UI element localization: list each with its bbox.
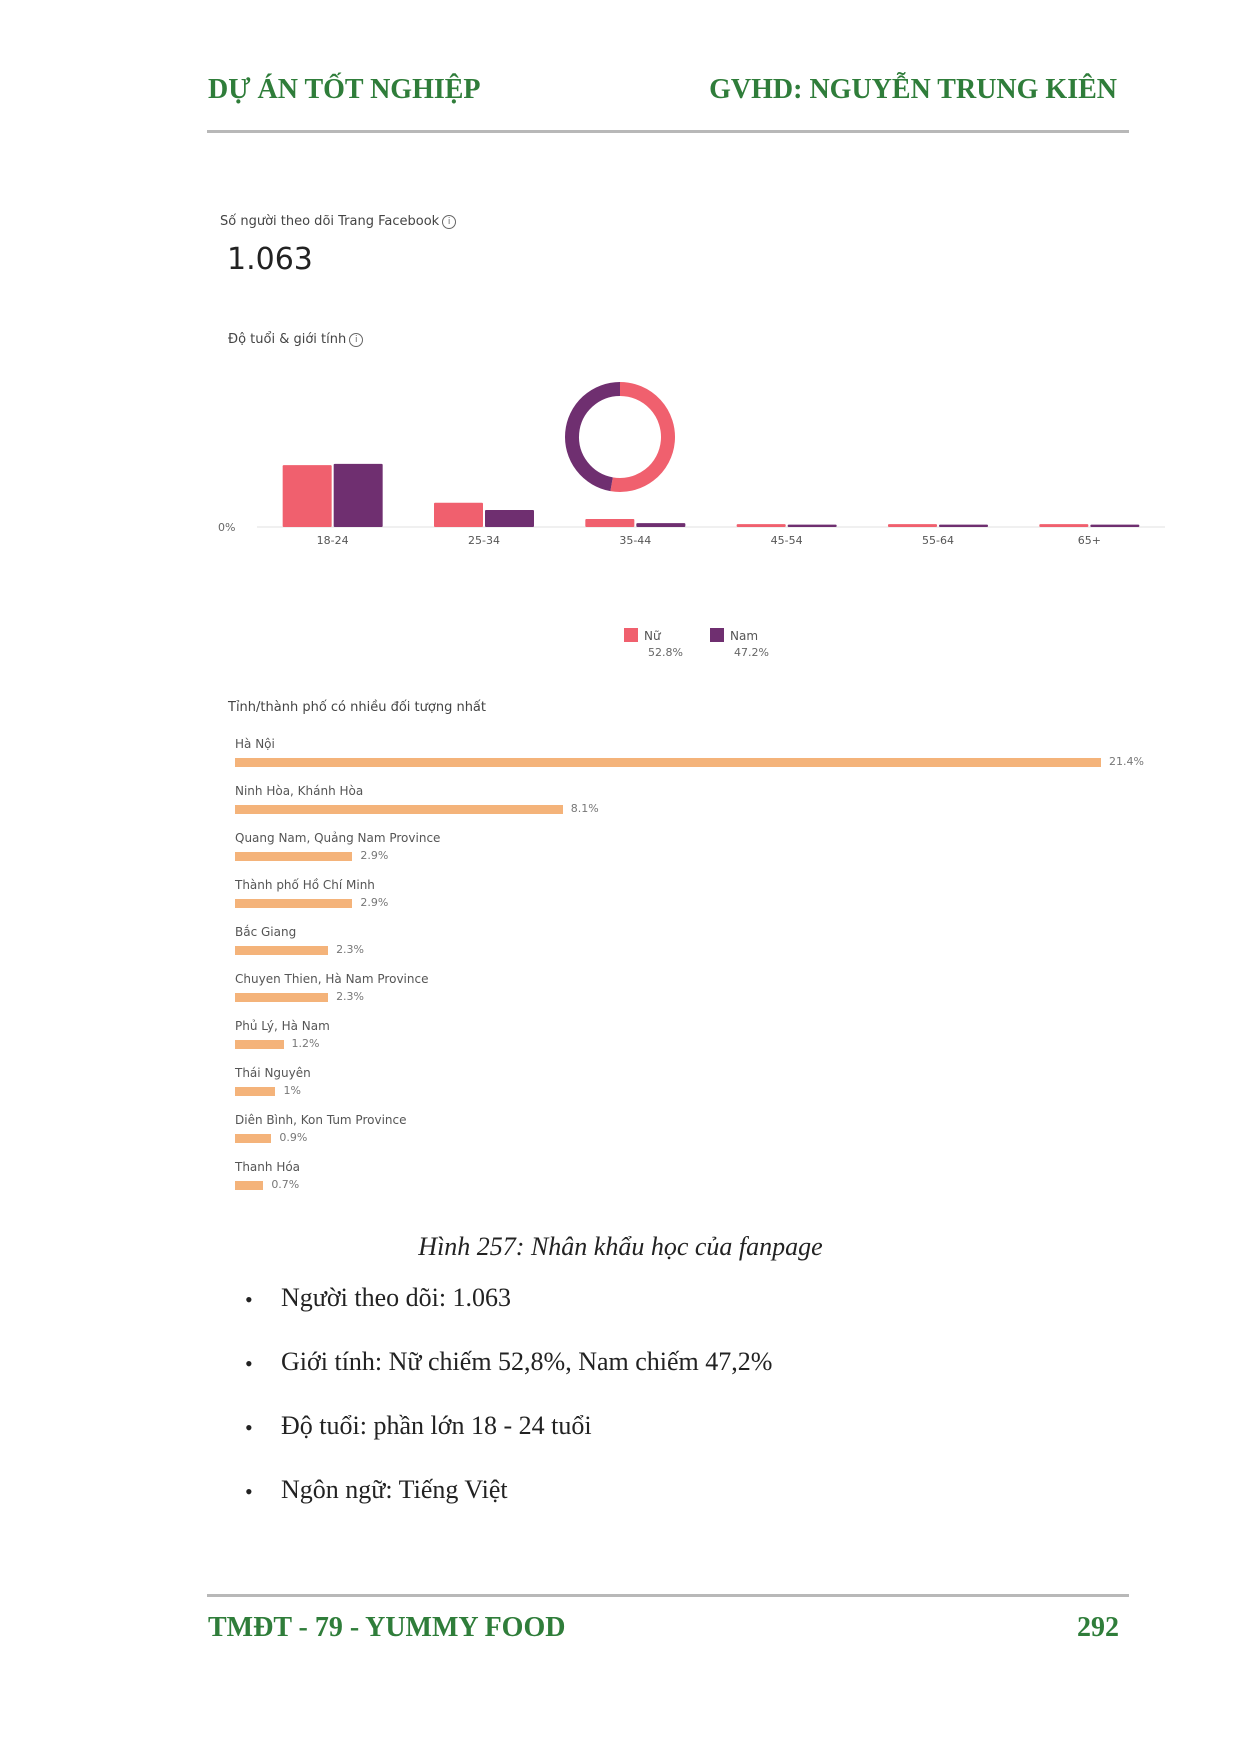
city-value: 2.3%	[336, 943, 365, 956]
city-value: 2.3%	[336, 990, 365, 1003]
city-name: Thanh Hóa	[235, 1160, 301, 1174]
city-name: Quang Nam, Quảng Nam Province	[235, 831, 441, 845]
header-divider	[207, 130, 1129, 133]
list-item	[235, 925, 1175, 972]
city-name: Phủ Lý, Hà Nam	[235, 1019, 330, 1033]
donut-slice-male	[572, 389, 620, 484]
footer-title: TMĐT - 79 - YUMMY FOOD	[208, 1612, 566, 1643]
bar-female-65+	[1039, 524, 1088, 527]
age-gender-chart	[210, 350, 1170, 620]
list-item	[235, 784, 1175, 831]
city-value: 1.2%	[291, 1037, 320, 1050]
bar-female-55-64	[888, 524, 937, 527]
header-title-right: GVHD: NGUYỄN TRUNG KIÊN	[709, 74, 1117, 105]
followers-label	[220, 214, 456, 229]
list-item	[235, 972, 1175, 1019]
city-name: Hà Nội	[235, 737, 275, 751]
info-icon: i	[442, 215, 456, 229]
age-gender-label	[228, 332, 363, 347]
bar-male-65+	[1090, 525, 1139, 527]
city-value: 2.9%	[360, 896, 389, 909]
x-tick-label: 18-24	[316, 534, 349, 547]
cities-bar-chart	[235, 737, 1175, 1207]
bar-female-25-34	[434, 503, 483, 527]
x-tick-label: 45-54	[770, 534, 803, 547]
list-item	[235, 1066, 1175, 1113]
x-tick-label: 55-64	[922, 534, 954, 547]
bar-male-25-34	[485, 510, 534, 527]
legend-male	[710, 628, 769, 659]
legend-female-percent: 52.8%	[648, 646, 683, 659]
list-item	[235, 1160, 1175, 1207]
city-value: 2.9%	[360, 849, 389, 862]
legend-male-swatch	[710, 628, 724, 642]
city-name: Thái Nguyên	[235, 1066, 311, 1080]
list-item	[235, 1019, 1175, 1066]
list-item	[235, 1113, 1175, 1160]
city-name: Chuyen Thien, Hà Nam Province	[235, 972, 429, 986]
list-item: • Người theo dõi: 1.063	[245, 1278, 772, 1342]
legend-female-label: Nữ	[644, 629, 661, 643]
city-bar	[235, 993, 328, 1002]
list-item: • Giới tính: Nữ chiếm 52,8%, Nam chiếm 47,2%	[245, 1342, 772, 1406]
list-item	[235, 831, 1175, 878]
city-bar	[235, 1134, 271, 1143]
figure-caption: Hình 257: Nhân khẩu học của fanpage	[418, 1232, 823, 1261]
list-item: • Ngôn ngữ: Tiếng Việt	[245, 1470, 772, 1534]
y-tick-label: 0%	[218, 521, 236, 534]
city-bar	[235, 1040, 284, 1049]
bar-male-35-44	[636, 523, 685, 527]
city-bar	[235, 899, 352, 908]
cities-title: Tỉnh/thành phố có nhiều đối tượng nhất	[228, 700, 487, 715]
city-value: 1%	[283, 1084, 301, 1097]
city-bar	[235, 758, 1101, 767]
city-value: 21.4%	[1109, 755, 1144, 768]
city-value: 8.1%	[570, 802, 599, 815]
donut-slice-female	[612, 389, 668, 485]
legend-male-label: Nam	[730, 629, 759, 643]
footer-divider	[207, 1594, 1129, 1597]
bar-female-45-54	[737, 524, 786, 527]
info-icon: i	[349, 333, 363, 347]
x-tick-label: 25-34	[468, 534, 500, 547]
legend-male-percent: 47.2%	[734, 646, 769, 659]
legend-female-swatch	[624, 628, 638, 642]
bar-female-18-24	[283, 465, 332, 527]
city-bar	[235, 1181, 263, 1190]
page-number: 292	[1077, 1612, 1119, 1643]
bar-male-45-54	[788, 525, 837, 527]
legend-female	[624, 628, 683, 659]
city-bar	[235, 805, 563, 814]
city-bar	[235, 1087, 275, 1096]
city-name: Diên Bình, Kon Tum Province	[235, 1113, 407, 1127]
city-value: 0.7%	[271, 1178, 300, 1191]
x-tick-label: 65+	[1077, 534, 1101, 547]
list-item	[235, 878, 1175, 925]
followers-label-text: Số người theo dõi Trang Facebook	[220, 214, 440, 229]
city-bar	[235, 852, 352, 861]
bar-female-35-44	[585, 519, 634, 527]
header-title-left: DỰ ÁN TỐT NGHIỆP	[208, 74, 481, 105]
city-value: 0.9%	[279, 1131, 308, 1144]
bar-male-55-64	[939, 525, 988, 527]
list-item	[235, 737, 1175, 784]
demographics-figure	[210, 200, 1170, 1200]
city-name: Bắc Giang	[235, 925, 297, 939]
summary-list	[245, 1278, 772, 1534]
city-name: Thành phố Hồ Chí Minh	[235, 878, 375, 892]
age-gender-label-text: Độ tuổi & giới tính	[228, 332, 347, 347]
city-bar	[235, 946, 328, 955]
city-name: Ninh Hòa, Khánh Hòa	[235, 784, 364, 798]
x-tick-label: 35-44	[619, 534, 652, 547]
followers-count: 1.063	[227, 242, 313, 277]
list-item: • Độ tuổi: phần lớn 18 - 24 tuổi	[245, 1406, 772, 1470]
bar-male-18-24	[334, 464, 383, 527]
